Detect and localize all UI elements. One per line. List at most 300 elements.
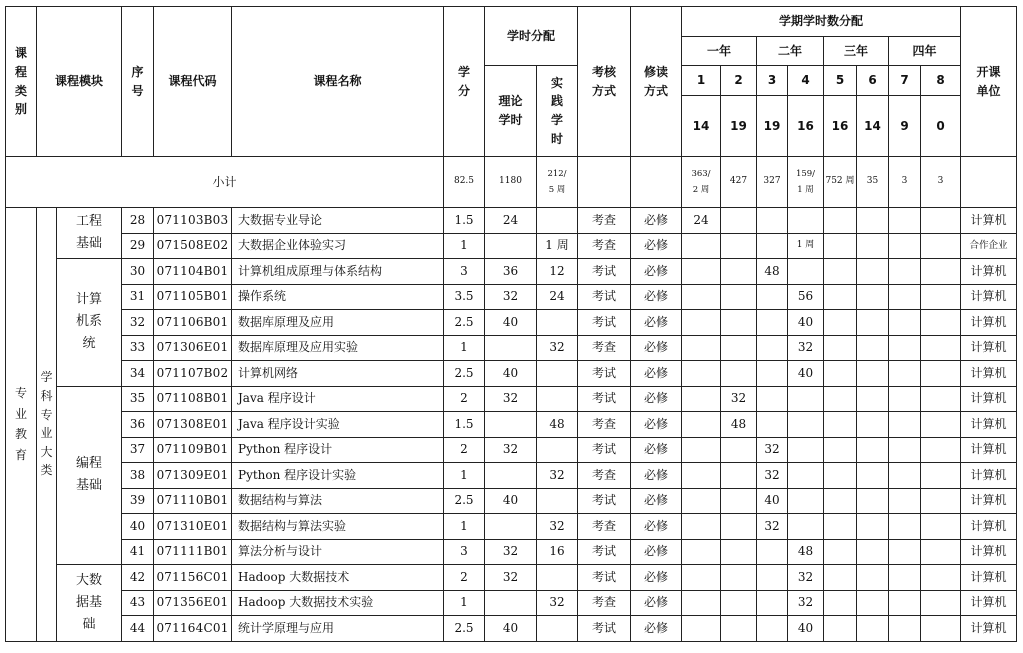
sem4-hours-cell (788, 514, 824, 540)
subtotal-s3: 327 (757, 157, 788, 208)
practice-hours-cell (537, 565, 578, 591)
subtotal-required (631, 157, 682, 208)
sem7-hours-cell (889, 310, 921, 336)
theory-hours-cell: 32 (485, 386, 537, 412)
sem8-hours-cell (921, 233, 961, 259)
module-text: 计算机系统 (75, 292, 102, 352)
header-practice (537, 66, 578, 157)
subtotal-practice-l1: 212/ (547, 168, 567, 179)
header-exam-text: 考核方式 (591, 64, 616, 98)
sem3-hours-cell (757, 616, 788, 642)
sem1-hours-cell (682, 259, 721, 285)
sem4-hours-cell (788, 488, 824, 514)
subtotal-credit: 82.5 (444, 157, 485, 208)
sem6-hours-cell (857, 539, 889, 565)
credit-cell: 2.5 (444, 488, 485, 514)
module-text: 编程基础 (75, 456, 102, 494)
credit-cell: 2.5 (444, 361, 485, 387)
sem6-hours-cell (857, 590, 889, 616)
course-name-cell: 计算机网络 (232, 361, 444, 387)
seq-cell: 29 (122, 233, 154, 259)
sem5-hours-cell (824, 310, 857, 336)
credit-cell: 1 (444, 335, 485, 361)
course-code-cell: 071308E01 (154, 412, 232, 438)
sem2-hours-cell (721, 208, 757, 234)
header-seq-text: 序号 (131, 64, 144, 98)
sem8-hours-cell (921, 361, 961, 387)
header-weeks-4: 16 (788, 96, 824, 157)
sem8-hours-cell (921, 539, 961, 565)
dept-cell: 计算机 (961, 259, 1017, 285)
sem1-hours-cell (682, 386, 721, 412)
course-code-cell: 071109B01 (154, 437, 232, 463)
subtotal-s5: 752 周 (824, 157, 857, 208)
dept-cell: 计算机 (961, 437, 1017, 463)
header-year-4: 四年 (889, 37, 961, 66)
required-type-cell: 必修 (631, 310, 682, 336)
sem8-hours-cell (921, 488, 961, 514)
sem7-hours-cell (889, 590, 921, 616)
credit-cell: 1.5 (444, 208, 485, 234)
course-name-cell: Java 程序设计 (232, 386, 444, 412)
header-theory-text: 理论学时 (498, 94, 523, 127)
header-practice-text: 实践学时 (550, 75, 563, 146)
course-name-cell: Python 程序设计实验 (232, 463, 444, 489)
course-name-cell: 数据结构与算法 (232, 488, 444, 514)
practice-hours-cell: 24 (537, 284, 578, 310)
dept-cell: 计算机 (961, 463, 1017, 489)
exam-method-cell: 考试 (578, 437, 631, 463)
seq-cell: 28 (122, 208, 154, 234)
header-module: 课程模块 (37, 7, 122, 157)
sem6-hours-cell (857, 284, 889, 310)
sem3-hours-cell (757, 335, 788, 361)
practice-hours-cell: 48 (537, 412, 578, 438)
sem1-hours-cell (682, 310, 721, 336)
sem2-hours-cell (721, 565, 757, 591)
table-row (6, 590, 1017, 616)
course-name-cell: Java 程序设计实验 (232, 412, 444, 438)
table-row (6, 616, 1017, 642)
theory-hours-cell (485, 590, 537, 616)
credit-cell: 2.5 (444, 616, 485, 642)
subtotal-s4-l1: 159/ (795, 168, 816, 179)
table-row (6, 437, 1017, 463)
sem1-hours-cell (682, 361, 721, 387)
course-code-cell: 071104B01 (154, 259, 232, 285)
course-name-cell: 算法分析与设计 (232, 539, 444, 565)
sem5-hours-cell (824, 463, 857, 489)
table-row (6, 208, 1017, 234)
header-credit (444, 7, 485, 157)
required-type-cell: 必修 (631, 259, 682, 285)
sem7-hours-cell (889, 437, 921, 463)
subtotal-dept (961, 157, 1017, 208)
table-row (6, 539, 1017, 565)
theory-hours-cell: 32 (485, 284, 537, 310)
header-category-text: 课程类别 (14, 46, 27, 117)
header-sem-5: 5 (824, 66, 857, 96)
sem4-hours-cell (788, 208, 824, 234)
practice-hours-cell (537, 616, 578, 642)
seq-cell: 35 (122, 386, 154, 412)
subtotal-s1 (682, 157, 721, 208)
header-hours-dist: 学时分配 (485, 7, 578, 66)
subtotal-s8: 3 (921, 157, 961, 208)
required-type-cell: 必修 (631, 488, 682, 514)
practice-hours-cell (537, 208, 578, 234)
curriculum-document (5, 6, 1017, 642)
theory-hours-cell (485, 335, 537, 361)
header-theory (485, 66, 537, 157)
sem2-hours-cell (721, 539, 757, 565)
seq-cell: 41 (122, 539, 154, 565)
sem1-hours-cell (682, 463, 721, 489)
dept-cell: 计算机 (961, 310, 1017, 336)
sem5-hours-cell (824, 565, 857, 591)
sem7-hours-cell (889, 539, 921, 565)
subtotal-s1-l1: 363/ (691, 168, 711, 179)
required-type-cell: 必修 (631, 284, 682, 310)
seq-cell: 34 (122, 361, 154, 387)
sem6-hours-cell (857, 488, 889, 514)
seq-cell: 30 (122, 259, 154, 285)
sem2-hours-cell (721, 284, 757, 310)
header-semester-dist: 学期学时数分配 (682, 7, 961, 37)
theory-hours-cell: 32 (485, 539, 537, 565)
sem7-hours-cell (889, 233, 921, 259)
seq-cell: 43 (122, 590, 154, 616)
subtotal-practice (537, 157, 578, 208)
subtotal-label: 小计 (6, 157, 444, 208)
dept-cell: 计算机 (961, 616, 1017, 642)
sem6-hours-cell (857, 208, 889, 234)
exam-method-cell: 考查 (578, 335, 631, 361)
seq-cell: 37 (122, 437, 154, 463)
exam-method-cell: 考查 (578, 463, 631, 489)
sem2-hours-cell (721, 335, 757, 361)
sem7-hours-cell (889, 488, 921, 514)
sem3-hours-cell (757, 386, 788, 412)
header-weeks-7: 9 (889, 96, 921, 157)
required-type-cell: 必修 (631, 565, 682, 591)
header-sem-6: 6 (857, 66, 889, 96)
dept-cell: 计算机 (961, 590, 1017, 616)
table-row (6, 514, 1017, 540)
sem7-hours-cell (889, 616, 921, 642)
practice-hours-cell (537, 437, 578, 463)
sem4-hours-cell: 1 周 (788, 233, 824, 259)
credit-cell: 1 (444, 463, 485, 489)
credit-cell: 1 (444, 590, 485, 616)
table-body (6, 157, 1017, 208)
sem6-hours-cell (857, 565, 889, 591)
credit-cell: 2 (444, 386, 485, 412)
sem7-hours-cell (889, 335, 921, 361)
practice-hours-cell (537, 386, 578, 412)
subtotal-s4-l2: 1 周 (797, 185, 814, 195)
sem5-hours-cell (824, 616, 857, 642)
credit-cell: 3 (444, 539, 485, 565)
sem6-hours-cell (857, 233, 889, 259)
table-row (6, 412, 1017, 438)
dept-cell: 计算机 (961, 335, 1017, 361)
sem1-hours-cell (682, 616, 721, 642)
theory-hours-cell: 40 (485, 488, 537, 514)
header-credit-text: 学分 (457, 64, 470, 98)
sem1-hours-cell (682, 233, 721, 259)
subtotal-s6: 35 (857, 157, 889, 208)
theory-hours-cell (485, 514, 537, 540)
theory-hours-cell (485, 412, 537, 438)
course-name-cell: 数据库原理及应用 (232, 310, 444, 336)
sem7-hours-cell (889, 208, 921, 234)
sem3-hours-cell: 40 (757, 488, 788, 514)
sem5-hours-cell (824, 335, 857, 361)
sem5-hours-cell (824, 488, 857, 514)
credit-cell: 1 (444, 514, 485, 540)
sem6-hours-cell (857, 259, 889, 285)
sem1-hours-cell (682, 412, 721, 438)
sem4-hours-cell: 40 (788, 361, 824, 387)
module-text: 工程基础 (75, 213, 102, 251)
exam-method-cell: 考试 (578, 259, 631, 285)
subcategory-text: 学科专业大类 (40, 370, 53, 478)
dept-cell: 计算机 (961, 412, 1017, 438)
sem5-hours-cell (824, 514, 857, 540)
header-sem-8: 8 (921, 66, 961, 96)
sem7-hours-cell (889, 565, 921, 591)
theory-hours-cell: 32 (485, 565, 537, 591)
sem1-hours-cell (682, 539, 721, 565)
sem8-hours-cell (921, 590, 961, 616)
sem8-hours-cell (921, 386, 961, 412)
sem6-hours-cell (857, 616, 889, 642)
sem4-hours-cell (788, 437, 824, 463)
sem6-hours-cell (857, 386, 889, 412)
subtotal-s2: 427 (721, 157, 757, 208)
sem1-hours-cell: 24 (682, 208, 721, 234)
category-cell (6, 208, 37, 642)
category-text: 专业教育 (14, 386, 27, 462)
table-row (6, 386, 1017, 412)
required-type-cell: 必修 (631, 361, 682, 387)
theory-hours-cell: 36 (485, 259, 537, 285)
sem7-hours-cell (889, 514, 921, 540)
sem3-hours-cell (757, 412, 788, 438)
required-type-cell: 必修 (631, 386, 682, 412)
sem7-hours-cell (889, 361, 921, 387)
theory-hours-cell: 24 (485, 208, 537, 234)
sem5-hours-cell (824, 386, 857, 412)
module-cell (57, 208, 122, 259)
header-year-2: 二年 (757, 37, 824, 66)
sem8-hours-cell (921, 208, 961, 234)
sem8-hours-cell (921, 514, 961, 540)
module-text: 大数据基础 (75, 572, 102, 632)
sem6-hours-cell (857, 412, 889, 438)
required-type-cell: 必修 (631, 514, 682, 540)
table-row (6, 361, 1017, 387)
module-cell (57, 259, 122, 387)
exam-method-cell: 考查 (578, 208, 631, 234)
sem6-hours-cell (857, 361, 889, 387)
practice-hours-cell (537, 488, 578, 514)
sem6-hours-cell (857, 514, 889, 540)
header-dept (961, 7, 1017, 157)
table-row (6, 310, 1017, 336)
sem3-hours-cell: 48 (757, 259, 788, 285)
header-year-1: 一年 (682, 37, 757, 66)
course-name-cell: Hadoop 大数据技术实验 (232, 590, 444, 616)
sem6-hours-cell (857, 463, 889, 489)
course-name-cell: Hadoop 大数据技术 (232, 565, 444, 591)
course-code-cell: 071508E02 (154, 233, 232, 259)
sem3-hours-cell (757, 284, 788, 310)
table-row (6, 259, 1017, 285)
subtotal-practice-l2: 5 周 (548, 185, 566, 195)
sem4-hours-cell: 32 (788, 590, 824, 616)
sem3-hours-cell (757, 539, 788, 565)
credit-cell: 2 (444, 565, 485, 591)
sem2-hours-cell (721, 514, 757, 540)
seq-cell: 40 (122, 514, 154, 540)
credit-cell: 1.5 (444, 412, 485, 438)
dept-cell: 计算机 (961, 539, 1017, 565)
sem4-hours-cell: 40 (788, 616, 824, 642)
sem5-hours-cell (824, 233, 857, 259)
header-weeks-1: 14 (682, 96, 721, 157)
exam-method-cell: 考试 (578, 539, 631, 565)
subtotal-theory: 1180 (485, 157, 537, 208)
sem5-hours-cell (824, 590, 857, 616)
sem3-hours-cell: 32 (757, 514, 788, 540)
sem1-hours-cell (682, 437, 721, 463)
sem2-hours-cell (721, 233, 757, 259)
seq-cell: 44 (122, 616, 154, 642)
sem4-hours-cell: 48 (788, 539, 824, 565)
header-exam (578, 7, 631, 157)
sem8-hours-cell (921, 335, 961, 361)
header-seq (122, 7, 154, 157)
practice-hours-cell: 1 周 (537, 233, 578, 259)
sem3-hours-cell (757, 233, 788, 259)
course-name-cell: 大数据专业导论 (232, 208, 444, 234)
sem5-hours-cell (824, 284, 857, 310)
dept-cell: 计算机 (961, 488, 1017, 514)
sem7-hours-cell (889, 259, 921, 285)
sem4-hours-cell (788, 412, 824, 438)
header-sem-3: 3 (757, 66, 788, 96)
course-rows (6, 208, 1017, 642)
sem4-hours-cell: 32 (788, 335, 824, 361)
credit-cell: 2 (444, 437, 485, 463)
curriculum-table (5, 6, 1017, 642)
sem6-hours-cell (857, 310, 889, 336)
course-name-cell: 大数据企业体验实习 (232, 233, 444, 259)
course-name-cell: Python 程序设计 (232, 437, 444, 463)
subcategory-cell (37, 208, 57, 642)
theory-hours-cell: 40 (485, 310, 537, 336)
sem5-hours-cell (824, 412, 857, 438)
sem1-hours-cell (682, 488, 721, 514)
theory-hours-cell (485, 233, 537, 259)
course-code-cell: 071356E01 (154, 590, 232, 616)
sem7-hours-cell (889, 463, 921, 489)
exam-method-cell: 考试 (578, 565, 631, 591)
course-name-cell: 计算机组成原理与体系结构 (232, 259, 444, 285)
dept-cell: 计算机 (961, 284, 1017, 310)
table-row (6, 463, 1017, 489)
sem8-hours-cell (921, 565, 961, 591)
exam-method-cell: 考试 (578, 386, 631, 412)
practice-hours-cell: 32 (537, 514, 578, 540)
sem1-hours-cell (682, 514, 721, 540)
course-code-cell: 071306E01 (154, 335, 232, 361)
sem3-hours-cell (757, 310, 788, 336)
exam-method-cell: 考试 (578, 488, 631, 514)
seq-cell: 38 (122, 463, 154, 489)
table-header (6, 7, 1017, 157)
sem4-hours-cell: 32 (788, 565, 824, 591)
dept-cell: 合作企业 (961, 233, 1017, 259)
theory-hours-cell: 40 (485, 616, 537, 642)
required-type-cell: 必修 (631, 208, 682, 234)
theory-hours-cell: 40 (485, 361, 537, 387)
course-code-cell: 071103B03 (154, 208, 232, 234)
sem4-hours-cell: 56 (788, 284, 824, 310)
sem2-hours-cell (721, 463, 757, 489)
required-type-cell: 必修 (631, 437, 682, 463)
header-sem-1: 1 (682, 66, 721, 96)
sem7-hours-cell (889, 386, 921, 412)
seq-cell: 42 (122, 565, 154, 591)
subtotal-s7: 3 (889, 157, 921, 208)
required-type-cell: 必修 (631, 412, 682, 438)
course-name-cell: 数据结构与算法实验 (232, 514, 444, 540)
course-code-cell: 071108B01 (154, 386, 232, 412)
dept-cell: 计算机 (961, 208, 1017, 234)
credit-cell: 3 (444, 259, 485, 285)
course-code-cell: 071156C01 (154, 565, 232, 591)
exam-method-cell: 考查 (578, 233, 631, 259)
required-type-cell: 必修 (631, 233, 682, 259)
header-weeks-6: 14 (857, 96, 889, 157)
seq-cell: 33 (122, 335, 154, 361)
theory-hours-cell: 32 (485, 437, 537, 463)
seq-cell: 31 (122, 284, 154, 310)
sem3-hours-cell: 32 (757, 463, 788, 489)
sem8-hours-cell (921, 437, 961, 463)
sem8-hours-cell (921, 616, 961, 642)
subtotal-s1-l2: 2 周 (692, 185, 710, 195)
seq-cell: 39 (122, 488, 154, 514)
sem3-hours-cell (757, 208, 788, 234)
practice-hours-cell: 32 (537, 335, 578, 361)
dept-cell: 计算机 (961, 386, 1017, 412)
course-code-cell: 071110B01 (154, 488, 232, 514)
sem4-hours-cell (788, 259, 824, 285)
sem6-hours-cell (857, 437, 889, 463)
required-type-cell: 必修 (631, 539, 682, 565)
subtotal-s4 (788, 157, 824, 208)
header-name: 课程名称 (232, 7, 444, 157)
exam-method-cell: 考试 (578, 310, 631, 336)
course-code-cell: 071107B02 (154, 361, 232, 387)
sem5-hours-cell (824, 539, 857, 565)
header-required (631, 7, 682, 157)
sem3-hours-cell (757, 565, 788, 591)
